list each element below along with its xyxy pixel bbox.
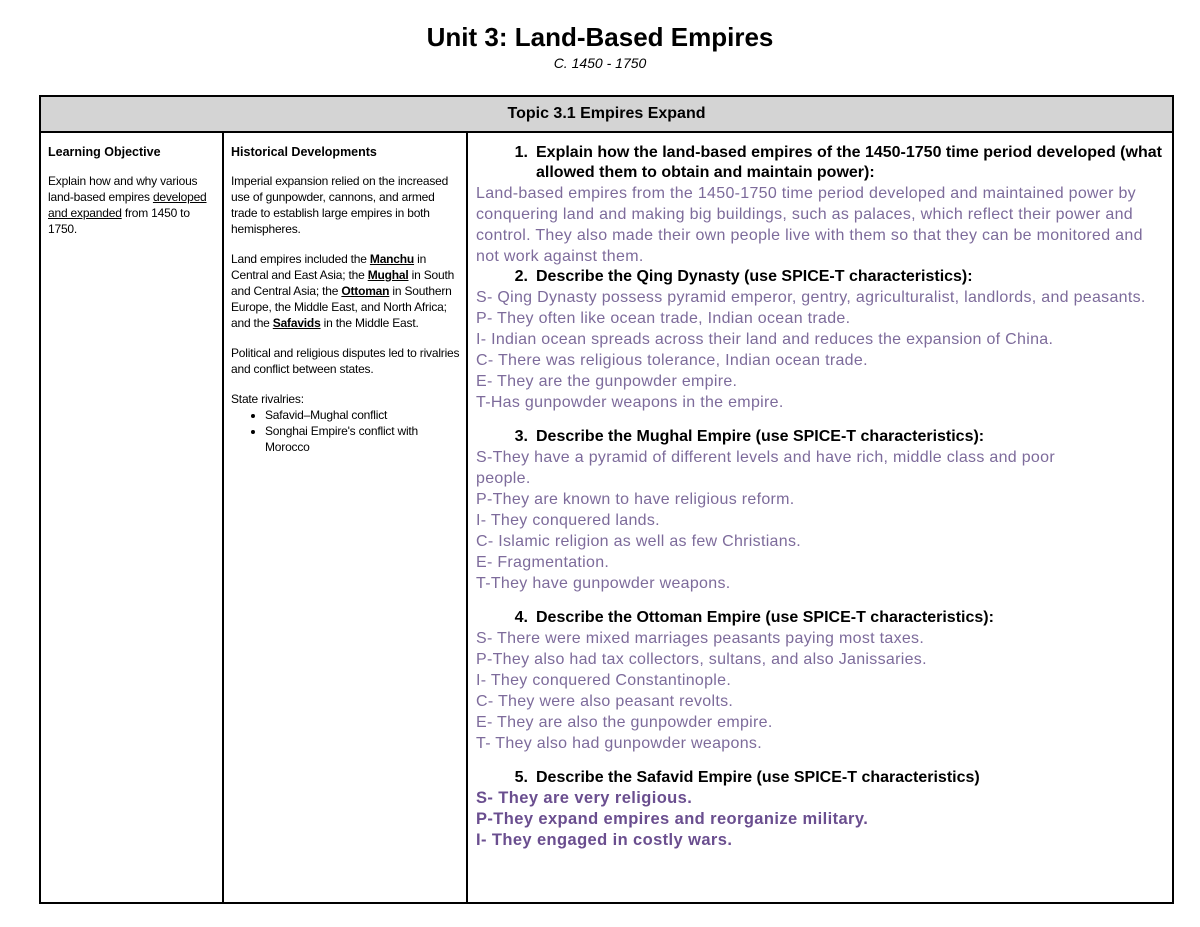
answer-line: T-Has gunpowder weapons in the empire. — [476, 394, 784, 411]
ottoman-term: Ottoman — [341, 284, 390, 298]
answer-line: S- There were mixed marriages peasants paying most taxes. — [476, 630, 925, 647]
question-number: 1. — [514, 144, 528, 161]
mughal-term: Mughal — [367, 268, 409, 282]
page-subtitle: C. 1450 - 1750 — [553, 55, 647, 71]
question-number: 4. — [514, 609, 528, 626]
rivalry-item: • Songhai Empire's conflict with Morocco — [265, 423, 460, 455]
page-title: Unit 3: Land-Based Empires — [426, 22, 774, 52]
manchu-term: Manchu — [369, 252, 415, 266]
answer-line: S- Qing Dynasty possess pyramid emperor, gentry, agriculturalist, landlords, and peasants. — [476, 289, 1146, 306]
answer-line: C- There was religious tolerance, Indian ocean trade. — [476, 352, 868, 369]
answer-line: T-They have gunpowder weapons. — [476, 575, 731, 592]
hd-p2-text: in South and Central Asia; the — [231, 268, 455, 298]
answer-line: E- They are the gunpowder empire. — [476, 373, 738, 390]
answer-line: C- They were also peasant revolts. — [476, 693, 734, 710]
rivalry-item: • Safavid–Mughal conflict — [265, 407, 460, 423]
rivalries-list — [231, 407, 460, 455]
hd-paragraph-1: Imperial expansion relied on the increased use of gunpowder, cannons, and armed trade to establish large empires in both hemispheres. — [231, 174, 449, 236]
learning-objective-heading: Learning Objective — [48, 145, 161, 159]
question-2 — [476, 267, 1166, 287]
historical-developments-column — [224, 133, 468, 903]
question-text: Describe the Mughal Empire (use SPICE-T characteristics): — [536, 428, 985, 445]
answer-line: P-They are known to have religious reform. — [476, 491, 795, 508]
topic-table — [39, 95, 1174, 903]
lo-text-end: from 1450 to 1750. — [48, 206, 190, 236]
answer-line: C- Islamic religion as well as few Christians. — [476, 533, 802, 550]
question-1 — [476, 143, 1166, 183]
answer-line: P-They also had tax collectors, sultans, and also Janissaries. — [476, 651, 927, 668]
question-number: 3. — [514, 428, 528, 445]
answer-line: P-They expand empires and reorganize military. — [476, 810, 869, 828]
hd-p2-text: Land empires included the — [231, 252, 370, 266]
questions-column — [468, 133, 1172, 903]
topic-header: Topic 3.1 Empires Expand — [41, 97, 1172, 133]
question-text: Describe the Ottoman Empire (use SPICE-T characteristics): — [536, 609, 994, 626]
answer-line: I- They conquered lands. — [476, 512, 660, 529]
question-3 — [476, 427, 1166, 447]
safavids-term: Safavids — [272, 316, 321, 330]
question-text: Describe the Safavid Empire (use SPICE-T characteristics) — [536, 769, 980, 786]
learning-objective-text — [48, 173, 216, 237]
answer-line: I- They engaged in costly wars. — [476, 831, 733, 849]
answer-line: P- They often like ocean trade, Indian ocean trade. — [476, 310, 851, 327]
answer-line: S- They are very religious. — [476, 789, 693, 807]
answer-line: E- They are also the gunpowder empire. — [476, 714, 773, 731]
lo-text-underlined: developed and expanded — [48, 190, 207, 220]
answer-line: I- They conquered Constantinople. — [476, 672, 732, 689]
lo-text-start: Explain how and why various land-based empires — [48, 174, 198, 204]
question-number: 2. — [514, 268, 528, 285]
answer-line: E- Fragmentation. — [476, 554, 610, 571]
answer-line: T- They also had gunpowder weapons. — [476, 735, 762, 752]
historical-developments-heading: Historical Developments — [231, 145, 377, 159]
hd-paragraph-3: Political and religious disputes led to rivalries and conflict between states. — [231, 346, 460, 376]
learning-objective-column — [41, 133, 224, 903]
answer-line: I- Indian ocean spreads across their land and reduces the expansion of China. — [476, 331, 1054, 348]
question-4 — [476, 608, 1166, 628]
question-5 — [476, 768, 1166, 788]
question-number: 5. — [514, 769, 528, 786]
table-bottom-border — [39, 902, 1174, 904]
hd-paragraph-2 — [231, 251, 460, 331]
answer-text: Land-based empires from the 1450-1750 time period developed and maintained power by conquering land and making big buildings, such as palaces, which reflect their power and control. They also made their own people live with them so that they can be monitored and not work against them. — [476, 185, 1143, 265]
question-text: Explain how the land-based empires of the 1450-1750 time period developed (what allowed them to obtain and maintain power): — [536, 144, 1162, 181]
state-rivalries-label: State rivalries: — [231, 392, 304, 406]
hd-p2-text: in Southern Europe, the Middle East, and North Africa; and the — [231, 284, 452, 330]
answer-line: S-They have a pyramid of different levels and have rich, middle class and poor people. — [476, 449, 1055, 487]
hd-p2-text: in the Middle East. — [320, 316, 419, 330]
question-text: Describe the Qing Dynasty (use SPICE-T characteristics): — [536, 268, 973, 285]
hd-p2-text: in Central and East Asia; the — [231, 252, 427, 282]
